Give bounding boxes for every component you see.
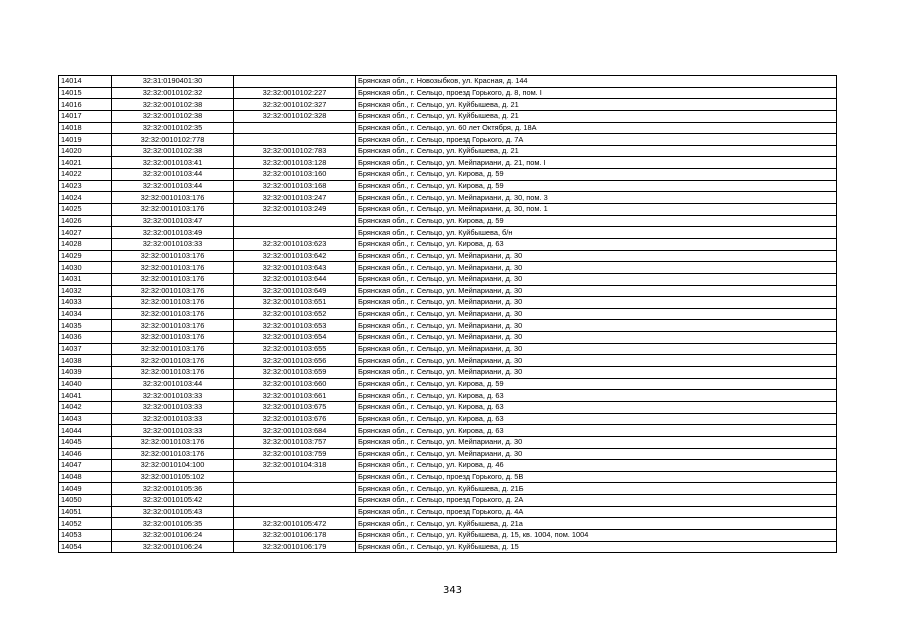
parcel-number-cell: 32:32:0010103:176: [112, 297, 234, 309]
object-number-cell: 32:32:0010102:328: [234, 110, 356, 122]
row-number-cell: 14015: [59, 87, 112, 99]
table-row: [59, 390, 837, 402]
table-row: [59, 122, 837, 134]
address-cell: Брянская обл., г. Сельцо, ул. Мейпариани, д. 30: [356, 273, 837, 285]
address-cell: Брянская обл., г. Сельцо, ул. Мейпариани, д. 30: [356, 250, 837, 262]
parcel-number-cell: 32:32:0010103:176: [112, 308, 234, 320]
parcel-number-cell: 32:32:0010102:38: [112, 145, 234, 157]
address-cell: Брянская обл., г. Сельцо, ул. Мейпариани, д. 21, пом. I: [356, 157, 837, 169]
table-row: [59, 436, 837, 448]
parcel-number-cell: 32:32:0010105:35: [112, 518, 234, 530]
parcel-number-cell: 32:32:0010103:176: [112, 343, 234, 355]
table-row: [59, 413, 837, 425]
table-row: [59, 204, 837, 216]
object-number-cell: [234, 471, 356, 483]
registry-table: [58, 75, 837, 553]
row-number-cell: 14024: [59, 192, 112, 204]
address-cell: Брянская обл., г. Сельцо, проезд Горького, д. 5В: [356, 471, 837, 483]
row-number-cell: 14039: [59, 367, 112, 379]
address-cell: Брянская обл., г. Сельцо, ул. Мейпариани, д. 30: [356, 367, 837, 379]
object-number-cell: [234, 76, 356, 88]
parcel-number-cell: 32:32:0010103:44: [112, 378, 234, 390]
address-cell: Брянская обл., г. Сельцо, ул. Мейпариани, д. 30: [356, 436, 837, 448]
row-number-cell: 14029: [59, 250, 112, 262]
row-number-cell: 14053: [59, 529, 112, 541]
table-row: [59, 99, 837, 111]
row-number-cell: 14034: [59, 308, 112, 320]
table-row: [59, 448, 837, 460]
address-cell: Брянская обл., г. Сельцо, ул. Куйбышева, д. 15: [356, 541, 837, 553]
table-row: [59, 145, 837, 157]
row-number-cell: 14030: [59, 262, 112, 274]
table-row: [59, 297, 837, 309]
row-number-cell: 14035: [59, 320, 112, 332]
object-number-cell: 32:32:0010103:759: [234, 448, 356, 460]
object-number-cell: 32:32:0010103:757: [234, 436, 356, 448]
address-cell: Брянская обл., г. Сельцо, проезд Горького, д. 8, пом. I: [356, 87, 837, 99]
table-row: [59, 262, 837, 274]
address-cell: Брянская обл., г. Сельцо, ул. Куйбышева, д. 15, кв. 1004, пом. 1004: [356, 529, 837, 541]
object-number-cell: 32:32:0010103:128: [234, 157, 356, 169]
parcel-number-cell: 32:32:0010102:38: [112, 99, 234, 111]
table-row: [59, 483, 837, 495]
row-number-cell: 14016: [59, 99, 112, 111]
row-number-cell: 14027: [59, 227, 112, 239]
parcel-number-cell: 32:32:0010103:176: [112, 250, 234, 262]
object-number-cell: [234, 122, 356, 134]
address-cell: Брянская обл., г. Сельцо, ул. Куйбышева, д. 21: [356, 110, 837, 122]
address-cell: Брянская обл., г. Сельцо, ул. Кирова, д. 59: [356, 215, 837, 227]
address-cell: Брянская обл., г. Сельцо, ул. Кирова, д. 59: [356, 180, 837, 192]
parcel-number-cell: 32:32:0010103:176: [112, 332, 234, 344]
row-number-cell: 14033: [59, 297, 112, 309]
parcel-number-cell: 32:32:0010106:24: [112, 529, 234, 541]
table-row: [59, 285, 837, 297]
parcel-number-cell: 32:31:0190401:30: [112, 76, 234, 88]
row-number-cell: 14020: [59, 145, 112, 157]
address-cell: Брянская обл., г. Сельцо, ул. Мейпариани, д. 30: [356, 297, 837, 309]
object-number-cell: [234, 227, 356, 239]
address-cell: Брянская обл., г. Сельцо, ул. Мейпариани, д. 30: [356, 320, 837, 332]
address-cell: Брянская обл., г. Сельцо, ул. Куйбышева, д. 21а: [356, 518, 837, 530]
address-cell: Брянская обл., г. Сельцо, ул. Кирова, д. 63: [356, 413, 837, 425]
parcel-number-cell: 32:32:0010103:176: [112, 367, 234, 379]
row-number-cell: 14031: [59, 273, 112, 285]
address-cell: Брянская обл., г. Сельцо, ул. Мейпариани, д. 30: [356, 332, 837, 344]
address-cell: Брянская обл., г. Сельцо, ул. Кирова, д. 63: [356, 401, 837, 413]
row-number-cell: 14052: [59, 518, 112, 530]
parcel-number-cell: 32:32:0010103:47: [112, 215, 234, 227]
object-number-cell: 32:32:0010104:318: [234, 460, 356, 472]
parcel-number-cell: 32:32:0010103:176: [112, 355, 234, 367]
object-number-cell: 32:32:0010103:247: [234, 192, 356, 204]
address-cell: Брянская обл., г. Новозыбков, ул. Красная, д. 144: [356, 76, 837, 88]
address-cell: Брянская обл., г. Сельцо, ул. Кирова, д. 63: [356, 390, 837, 402]
address-cell: Брянская обл., г. Сельцо, ул. Мейпариани, д. 30: [356, 343, 837, 355]
object-number-cell: 32:32:0010103:656: [234, 355, 356, 367]
object-number-cell: 32:32:0010103:660: [234, 378, 356, 390]
table-row: [59, 169, 837, 181]
object-number-cell: 32:32:0010103:643: [234, 262, 356, 274]
object-number-cell: 32:32:0010103:642: [234, 250, 356, 262]
row-number-cell: 14023: [59, 180, 112, 192]
address-cell: Брянская обл., г. Сельцо, ул. Кирова, д. 46: [356, 460, 837, 472]
parcel-number-cell: 32:32:0010105:43: [112, 506, 234, 518]
object-number-cell: [234, 495, 356, 507]
table-row: [59, 134, 837, 146]
row-number-cell: 14028: [59, 238, 112, 250]
address-cell: Брянская обл., г. Сельцо, проезд Горького, д. 4А: [356, 506, 837, 518]
table-row: [59, 192, 837, 204]
address-cell: Брянская обл., г. Сельцо, ул. Куйбышева, б/н: [356, 227, 837, 239]
table-row: [59, 355, 837, 367]
object-number-cell: 32:32:0010103:652: [234, 308, 356, 320]
row-number-cell: 14038: [59, 355, 112, 367]
object-number-cell: 32:32:0010102:327: [234, 99, 356, 111]
row-number-cell: 14042: [59, 401, 112, 413]
parcel-number-cell: 32:32:0010103:176: [112, 262, 234, 274]
object-number-cell: 32:32:0010103:649: [234, 285, 356, 297]
parcel-number-cell: 32:32:0010103:44: [112, 169, 234, 181]
row-number-cell: 14045: [59, 436, 112, 448]
parcel-number-cell: 32:32:0010106:24: [112, 541, 234, 553]
row-number-cell: 14046: [59, 448, 112, 460]
table-row: [59, 367, 837, 379]
object-number-cell: 32:32:0010103:654: [234, 332, 356, 344]
table-row: [59, 529, 837, 541]
table-row: [59, 378, 837, 390]
object-number-cell: 32:32:0010106:178: [234, 529, 356, 541]
address-cell: Брянская обл., г. Сельцо, ул. Мейпариани, д. 30: [356, 308, 837, 320]
parcel-number-cell: 32:32:0010105:36: [112, 483, 234, 495]
page-number: 343: [442, 585, 463, 596]
table-row: [59, 320, 837, 332]
row-number-cell: 14051: [59, 506, 112, 518]
row-number-cell: 14047: [59, 460, 112, 472]
parcel-number-cell: 32:32:0010103:41: [112, 157, 234, 169]
table-row: [59, 541, 837, 553]
row-number-cell: 14048: [59, 471, 112, 483]
parcel-number-cell: 32:32:0010102:32: [112, 87, 234, 99]
parcel-number-cell: 32:32:0010103:176: [112, 273, 234, 285]
object-number-cell: 32:32:0010103:651: [234, 297, 356, 309]
address-cell: Брянская обл., г. Сельцо, ул. Мейпариани, д. 30, пом. 1: [356, 204, 837, 216]
object-number-cell: 32:32:0010103:675: [234, 401, 356, 413]
table-row: [59, 157, 837, 169]
row-number-cell: 14037: [59, 343, 112, 355]
parcel-number-cell: 32:32:0010103:33: [112, 413, 234, 425]
table-row: [59, 110, 837, 122]
row-number-cell: 14014: [59, 76, 112, 88]
row-number-cell: 14021: [59, 157, 112, 169]
object-number-cell: [234, 483, 356, 495]
address-cell: Брянская обл., г. Сельцо, ул. Мейпариани, д. 30: [356, 355, 837, 367]
object-number-cell: [234, 134, 356, 146]
object-number-cell: 32:32:0010103:168: [234, 180, 356, 192]
parcel-number-cell: 32:32:0010103:44: [112, 180, 234, 192]
table-row: [59, 343, 837, 355]
address-cell: Брянская обл., г. Сельцо, ул. Кирова, д. 63: [356, 238, 837, 250]
table-row: [59, 238, 837, 250]
address-cell: Брянская обл., г. Сельцо, ул. Кирова, д. 63: [356, 425, 837, 437]
address-cell: Брянская обл., г. Сельцо, ул. Куйбышева, д. 21Б: [356, 483, 837, 495]
table-row: [59, 76, 837, 88]
object-number-cell: 32:32:0010103:249: [234, 204, 356, 216]
row-number-cell: 14040: [59, 378, 112, 390]
row-number-cell: 14025: [59, 204, 112, 216]
row-number-cell: 14019: [59, 134, 112, 146]
table-row: [59, 460, 837, 472]
row-number-cell: 14018: [59, 122, 112, 134]
object-number-cell: 32:32:0010105:472: [234, 518, 356, 530]
address-cell: Брянская обл., г. Сельцо, ул. Кирова, д. 59: [356, 169, 837, 181]
object-number-cell: [234, 215, 356, 227]
object-number-cell: 32:32:0010103:160: [234, 169, 356, 181]
address-cell: Брянская обл., г. Сельцо, проезд Горького, д. 7А: [356, 134, 837, 146]
table-row: [59, 250, 837, 262]
table-row: [59, 180, 837, 192]
table-row: [59, 227, 837, 239]
row-number-cell: 14043: [59, 413, 112, 425]
address-cell: Брянская обл., г. Сельцо, проезд Горького, д. 2А: [356, 495, 837, 507]
object-number-cell: 32:32:0010103:659: [234, 367, 356, 379]
row-number-cell: 14041: [59, 390, 112, 402]
object-number-cell: 32:32:0010102:783: [234, 145, 356, 157]
row-number-cell: 14022: [59, 169, 112, 181]
address-cell: Брянская обл., г. Сельцо, ул. Куйбышева, д. 21: [356, 145, 837, 157]
table-row: [59, 273, 837, 285]
address-cell: Брянская обл., г. Сельцо, ул. Мейпариани, д. 30: [356, 262, 837, 274]
address-cell: Брянская обл., г. Сельцо, ул. 60 лет Октября, д. 18А: [356, 122, 837, 134]
parcel-number-cell: 32:32:0010103:176: [112, 448, 234, 460]
table-row: [59, 332, 837, 344]
parcel-number-cell: 32:32:0010103:176: [112, 320, 234, 332]
address-cell: Брянская обл., г. Сельцо, ул. Мейпариани, д. 30: [356, 448, 837, 460]
object-number-cell: 32:32:0010106:179: [234, 541, 356, 553]
parcel-number-cell: 32:32:0010103:33: [112, 238, 234, 250]
object-number-cell: 32:32:0010103:661: [234, 390, 356, 402]
parcel-number-cell: 32:32:0010102:778: [112, 134, 234, 146]
parcel-number-cell: 32:32:0010103:33: [112, 401, 234, 413]
table-row: [59, 308, 837, 320]
parcel-number-cell: 32:32:0010103:176: [112, 192, 234, 204]
row-number-cell: 14044: [59, 425, 112, 437]
parcel-number-cell: 32:32:0010103:176: [112, 204, 234, 216]
parcel-number-cell: 32:32:0010104:100: [112, 460, 234, 472]
row-number-cell: 14026: [59, 215, 112, 227]
object-number-cell: 32:32:0010103:676: [234, 413, 356, 425]
address-cell: Брянская обл., г. Сельцо, ул. Мейпариани, д. 30, пом. 3: [356, 192, 837, 204]
object-number-cell: 32:32:0010103:655: [234, 343, 356, 355]
address-cell: Брянская обл., г. Сельцо, ул. Кирова, д. 59: [356, 378, 837, 390]
parcel-number-cell: 32:32:0010105:102: [112, 471, 234, 483]
address-cell: Брянская обл., г. Сельцо, ул. Куйбышева, д. 21: [356, 99, 837, 111]
table-row: [59, 401, 837, 413]
registry-table-body: [59, 76, 837, 553]
row-number-cell: 14036: [59, 332, 112, 344]
object-number-cell: 32:32:0010102:227: [234, 87, 356, 99]
row-number-cell: 14032: [59, 285, 112, 297]
parcel-number-cell: 32:32:0010103:33: [112, 390, 234, 402]
parcel-number-cell: 32:32:0010105:42: [112, 495, 234, 507]
object-number-cell: 32:32:0010103:684: [234, 425, 356, 437]
parcel-number-cell: 32:32:0010103:49: [112, 227, 234, 239]
parcel-number-cell: 32:32:0010103:176: [112, 285, 234, 297]
object-number-cell: 32:32:0010103:653: [234, 320, 356, 332]
object-number-cell: [234, 506, 356, 518]
row-number-cell: 14017: [59, 110, 112, 122]
table-row: [59, 506, 837, 518]
parcel-number-cell: 32:32:0010102:35: [112, 122, 234, 134]
object-number-cell: 32:32:0010103:644: [234, 273, 356, 285]
table-row: [59, 425, 837, 437]
table-row: [59, 215, 837, 227]
object-number-cell: 32:32:0010103:623: [234, 238, 356, 250]
table-row: [59, 495, 837, 507]
table-row: [59, 518, 837, 530]
address-cell: Брянская обл., г. Сельцо, ул. Мейпариани, д. 30: [356, 285, 837, 297]
parcel-number-cell: 32:32:0010103:176: [112, 436, 234, 448]
parcel-number-cell: 32:32:0010103:33: [112, 425, 234, 437]
row-number-cell: 14050: [59, 495, 112, 507]
row-number-cell: 14054: [59, 541, 112, 553]
table-row: [59, 471, 837, 483]
parcel-number-cell: 32:32:0010102:38: [112, 110, 234, 122]
table-row: [59, 87, 837, 99]
row-number-cell: 14049: [59, 483, 112, 495]
